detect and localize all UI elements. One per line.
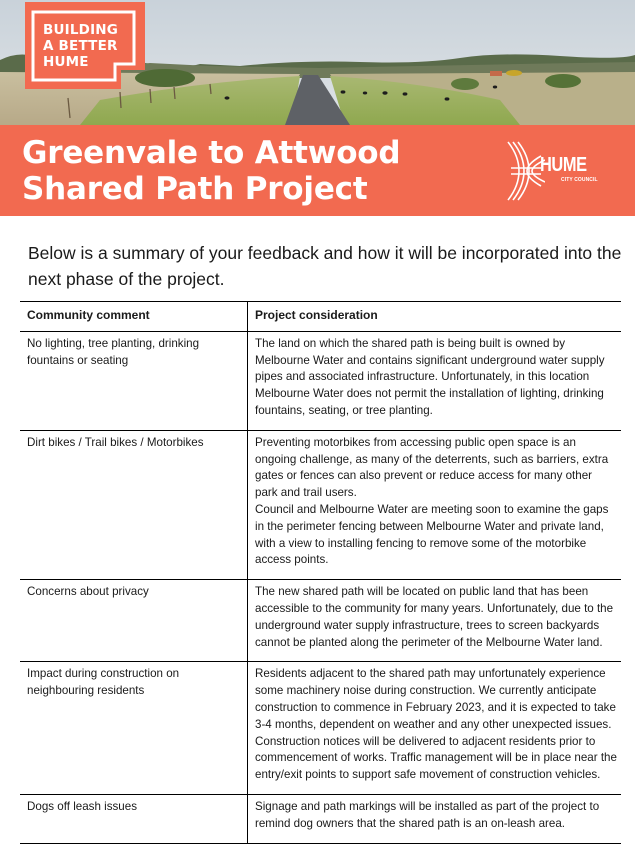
consideration-cell — [248, 430, 622, 579]
hume-emblem-icon — [505, 140, 545, 202]
consideration-text: The land on which the shared path is being built is owned by Melbourne Water and contains significant underground water supply pipes and associated infrastructure. Unfortunately, in this location Melbourne Water does not permit the installation of lighting, drinking fountains, seating, or tree planting. — [255, 336, 605, 417]
consideration-cell — [248, 331, 622, 430]
intro-paragraph: Below is a summary of your feedback and how it will be incorporated into the next phase of the project. — [28, 243, 622, 289]
table-row — [20, 794, 621, 843]
consideration-cell — [248, 580, 622, 662]
logo-line: HUME — [43, 54, 89, 70]
logo-line: BUILDING — [43, 22, 119, 38]
title-banner — [0, 125, 635, 216]
table-row — [20, 662, 621, 795]
table-row — [20, 331, 621, 430]
table-header-row — [20, 302, 621, 332]
consideration-cell — [248, 794, 622, 843]
header-community-comment: Community comment — [20, 302, 248, 332]
comment-cell: Concerns about privacy — [20, 580, 248, 662]
title-line: Greenvale to Attwood — [22, 135, 401, 171]
city-council-label: CITY COUNCIL — [561, 177, 598, 183]
comment-cell: Impact during construction on neighbouring residents — [20, 662, 248, 795]
header-project-consideration: Project consideration — [248, 302, 622, 332]
consideration-text: Residents adjacent to the shared path may unfortunately experience some machinery noise during construction. We currently anticipate construction to commence in February 2023, and it is expected to take 3-4 months, dependent on weather and any other unexpected issues. Construction notices will be delivered to adjacent residents prior to commencement of works. Traffic management will be in place near the entry/exit points to support safe movement of construction vehicles. — [255, 667, 617, 782]
comment-cell: Dogs off leash issues — [20, 794, 248, 843]
comment-cell: No lighting, tree planting, drinking fountains or seating — [20, 331, 248, 430]
hume-wordmark: HUME — [540, 154, 587, 176]
hero-photo — [0, 0, 635, 125]
consideration-text: Council and Melbourne Water are meeting soon to examine the gaps in the perimeter fencing between Melbourne Water and private land, with a view to installing fencing to remove some of the motorbike access points. — [255, 502, 609, 567]
consideration-cell — [248, 662, 622, 795]
title-line: Shared Path Project — [22, 171, 368, 207]
building-a-better-hume-logo — [25, 2, 145, 89]
table-row — [20, 580, 621, 662]
logo-line: A BETTER — [43, 38, 118, 54]
consideration-text: Preventing motorbikes from accessing public open space is an ongoing challenge, as many of the deterrents, such as barriers, extra gates or fences can also prevent or reduce access for many other park and trail users. — [255, 435, 609, 500]
feedback-table — [20, 301, 621, 844]
hume-city-council-logo — [505, 140, 615, 202]
consideration-text: The new shared path will be located on public land that has been accessible to the community for many years. Unfortunately, due to the underground water supply infrastructure, trees to screen backyards cannot be planted along the perimeter of the Melbourne Water land. — [255, 585, 614, 649]
comment-cell: Dirt bikes / Trail bikes / Motorbikes — [20, 430, 248, 579]
consideration-text: Signage and path markings will be installed as part of the project to remind dog owners that the shared path is an on-leash area. — [255, 799, 600, 830]
table-row — [20, 430, 621, 579]
page-title — [22, 135, 400, 207]
